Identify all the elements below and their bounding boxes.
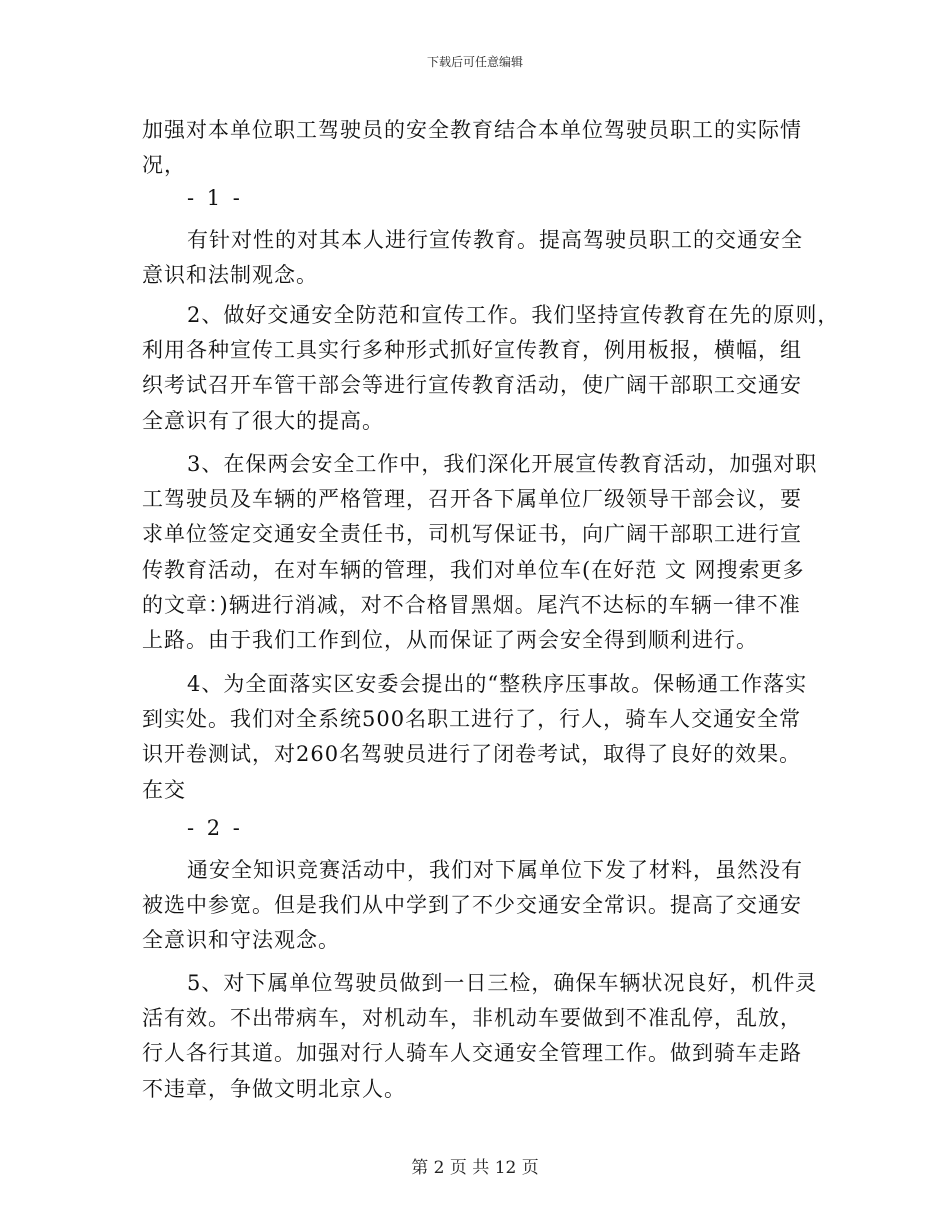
body-line: 的文章：)辆进行消减，对不合格冒黑烟。尾汽不达标的车辆一律不准 — [142, 593, 801, 617]
page-marker: - 2 - — [187, 816, 243, 840]
body-line: 活有效。不出带病车，对机动车，非机动车要做到不准乱停，乱放， — [142, 1006, 802, 1030]
page-marker: - 1 - — [187, 186, 243, 210]
body-line: 加强对本单位职工驾驶员的安全教育结合本单位驾驶员职工的实际情 — [142, 118, 802, 142]
body-line: 织考试召开车管干部会等进行宣传教育活动，使广阔干部职工交通安 — [142, 373, 802, 397]
body-line: 利用各种宣传工具实行多种形式抓好宣传教育，例用板报，横幅，组 — [142, 338, 802, 362]
body-line: 工驾驶员及车辆的严格管理，召开各下属单位厂级领导干部会议，要 — [142, 487, 802, 511]
body-line: 识开卷测试，对260名驾驶员进行了闭卷考试，取得了良好的效果。 — [142, 742, 802, 766]
body-line: 4、为全面落实区安委会提出的“整秩序压事故。保畅通工作落实 — [187, 672, 808, 696]
body-line: 求单位签定交通安全责任书，司机写保证书，向广阔干部职工进行宣 — [142, 522, 802, 546]
body-line: 全意识和守法观念。 — [142, 928, 340, 952]
body-line: 有针对性的对其本人进行宣传教育。提高驾驶员职工的交通安全 — [187, 228, 803, 252]
body-line: 到实处。我们对全系统500名职工进行了，行人，骑车人交通安全常 — [142, 707, 802, 731]
body-line: 行人各行其道。加强对行人骑车人交通安全管理工作。做到骑车走路 — [142, 1041, 802, 1065]
body-line: 被选中参宽。但是我们从中学到了不少交通安全常识。提高了交通安 — [142, 893, 802, 917]
body-line: 上路。由于我们工作到位，从而保证了两会安全得到顺利进行。 — [142, 628, 758, 652]
body-line: 传教育活动，在对车辆的管理，我们对单位车(在好范 文 网搜索更多 — [142, 558, 805, 582]
body-line: 通安全知识竞赛活动中，我们对下属单位下发了材料，虽然没有 — [187, 858, 803, 882]
body-line: 况， — [142, 153, 186, 177]
body-line: 不违章，争做文明北京人。 — [142, 1077, 406, 1101]
body-line: 5、对下属单位驾驶员做到一日三检，确保车辆状况良好，机件灵 — [187, 971, 818, 995]
body-line: 全意识有了很大的提高。 — [142, 409, 384, 433]
body-line: 2、做好交通安全防范和宣传工作。我们坚持宣传教育在先的原则， — [187, 303, 840, 327]
body-line: 意识和法制观念。 — [142, 263, 318, 287]
page-footer: 第 2 页 共 12 页 — [411, 1158, 539, 1178]
body-line: 在交 — [142, 778, 186, 802]
page-header: 下载后可任意编辑 — [426, 55, 523, 69]
body-line: 3、在保两会安全工作中，我们深化开展宣传教育活动，加强对职 — [187, 452, 818, 476]
